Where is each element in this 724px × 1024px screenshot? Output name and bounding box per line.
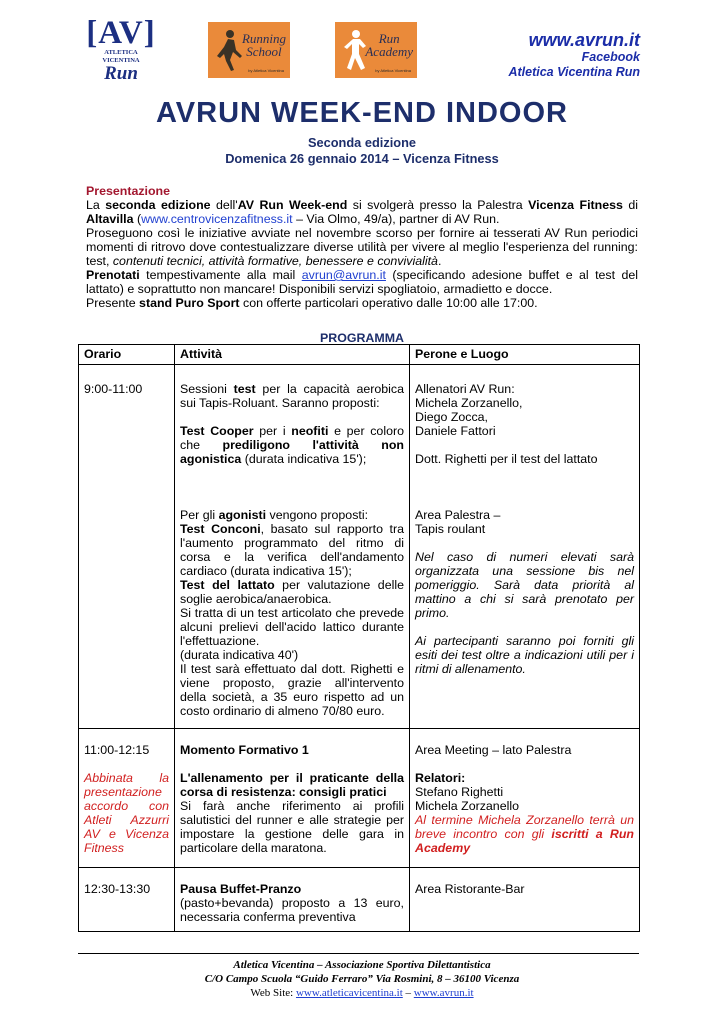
text: stand Puro Sport: [139, 296, 240, 310]
program-table: [78, 344, 640, 932]
presentation-section: [86, 184, 638, 310]
edition: Seconda edizione: [307, 135, 417, 150]
activity-line: [180, 424, 404, 466]
text: per valutazione delle soglie aerobica/anaerobica.: [180, 578, 404, 606]
facebook-link[interactable]: Facebook: [581, 50, 640, 64]
activity-line: [180, 382, 404, 410]
text: Test Cooper: [180, 424, 254, 438]
time: 9:00-11:00: [84, 382, 143, 396]
footer-line-1: Atletica Vicentina – Associazione Sportiva Dilettantistica: [233, 959, 491, 971]
logo-av-sub1: ATLETICA: [104, 49, 138, 56]
time-cell: [79, 729, 175, 868]
text: test: [233, 382, 256, 396]
header-activity: Attività: [175, 345, 410, 365]
running-school-text: [242, 32, 286, 58]
run-academy-word1: Run: [378, 31, 400, 46]
email-link[interactable]: avrun@avrun.it: [301, 268, 386, 282]
text: Presente: [86, 296, 140, 310]
text: per i: [253, 424, 292, 438]
table-row: [79, 868, 640, 932]
text: Sessioni: [180, 382, 234, 396]
footer-divider: [78, 953, 639, 954]
text: Prenotati: [86, 268, 140, 282]
activity-line: Momento Formativo 1: [180, 743, 309, 757]
text: Test Conconi: [180, 522, 261, 536]
text: iscritti a Run Academy: [415, 827, 634, 855]
text: – Via Olmo, 49/a), partner di AV Run.: [292, 212, 500, 226]
text: Altavilla: [86, 212, 134, 226]
activity-line: [180, 578, 404, 606]
table-header-row: [79, 345, 640, 365]
text: –: [402, 987, 414, 999]
text: Test del lattato: [180, 578, 275, 592]
activity-line: (pasto+bevanda) proposto a 13 euro, necessaria conferma preventiva: [180, 896, 404, 924]
run-academy-text: [365, 32, 413, 58]
presentation-heading: Presentazione: [86, 184, 171, 198]
logo-av-run: Run: [104, 63, 138, 84]
people-line: Michela Zorzanello: [415, 799, 519, 813]
subtitle: [0, 135, 724, 167]
text: e per coloro che: [180, 424, 404, 452]
text: (specificando adesione buffet e al test del lattato) e soprattutto non mancare! Disponibili servizi spogliatoio, armadietto e docce.: [86, 268, 638, 296]
running-school-word1: Running: [241, 31, 286, 46]
text: per la capacità aerobica sui Tapis-Roluant. Saranno proposti:: [180, 382, 404, 410]
people-cell: [410, 729, 640, 868]
people-line: Dott. Righetti per il test del lattato: [415, 452, 598, 466]
people-line: Daniele Fattori: [415, 424, 496, 438]
time: 12:30-13:30: [84, 882, 151, 896]
text: (durata indicativa 15');: [241, 452, 367, 466]
time-note: Abbinata la presentazione accordo con Atleti Azzurri AV e Vicenza Fitness: [84, 771, 169, 855]
text: prediligono l'attività non agonistica: [180, 438, 405, 466]
people-line: Area Ristorante-Bar: [415, 882, 525, 896]
running-school-word2: School: [246, 44, 282, 59]
event-date: Domenica 26 gennaio 2014 – Vicenza Fitness: [225, 151, 499, 166]
activity-cell: [175, 365, 410, 729]
page-title: AVRUN WEEK-END INDOOR: [156, 97, 568, 129]
activity-line: Si farà anche riferimento ai profili salutistici del runner e alle strategie per impostare la gestione delle gara in particolare della maratona.: [180, 799, 404, 855]
header-contacts: [508, 30, 640, 80]
people-line: Relatori:: [415, 771, 466, 785]
text: (: [133, 212, 142, 226]
run-academy-logo: [335, 22, 417, 78]
text: Vicenza Fitness: [528, 198, 623, 212]
intro-paragraph-3: [86, 268, 638, 296]
running-school-tiny: by Atletica Vicentina: [248, 68, 284, 73]
text: La: [86, 198, 106, 212]
text: neofiti: [291, 424, 329, 438]
people-line: Diego Zocca,: [415, 410, 489, 424]
table-row: [79, 365, 640, 729]
time-cell: [79, 365, 175, 729]
activity-cell: [175, 729, 410, 868]
intro-paragraph-4: [86, 296, 638, 310]
time-cell: [79, 868, 175, 932]
activity-line: [180, 508, 404, 522]
header-people-place: Perone e Luogo: [410, 345, 640, 365]
text: dell': [210, 198, 238, 212]
people-cell: [410, 365, 640, 729]
footer-link-avrun[interactable]: www.avrun.it: [413, 987, 474, 999]
table-row: [79, 729, 640, 868]
people-line: Area Palestra –: [415, 508, 501, 522]
fitness-site-link[interactable]: www.centrovicenzafitness.it: [141, 212, 293, 226]
activity-line: Il test sarà effettuato dal dott. Righetti e viene proposto, grazie all'intervento della società, a 35 euro rispetto ad un costo ordinario di almeno 70/80 euro.: [180, 662, 404, 718]
club-name: Atletica Vicentina Run: [508, 65, 640, 79]
text: seconda edizione: [105, 198, 211, 212]
footer-link-club[interactable]: www.atleticavicentina.it: [295, 987, 403, 999]
text: AV Run Week-end: [237, 198, 348, 212]
activity-line: L'allenamento per il praticante della corsa di resistenza: consigli pratici: [180, 771, 404, 799]
people-line: Tapis roulant: [415, 522, 486, 536]
footer-line-3: [0, 986, 724, 1000]
activity-line: Si tratta di un test articolato che prevede alcuni prelievi dell'acido lattico durante l'effettuazione.: [180, 606, 404, 648]
text: Proseguono così le iniziative avviate nel novembre scorso per fornire ai tesserati AV Run periodici momenti di ritrovo dove contestualizzare diverse utilità per vivere al meglio l'esperienza del running: test,: [86, 226, 638, 268]
people-note: Nel caso di numeri elevati sarà organizzata una sessione bis nel pomeriggio. Sarà data priorità al mattino a chi si sarà prenotato per primo.: [415, 550, 634, 620]
runner-icon: [214, 28, 244, 72]
people-note: Ai partecipanti saranno poi forniti gli esiti dei test oltre a indicazioni utili per i ritmi di allenamento.: [415, 634, 634, 676]
intro-paragraph-1: [86, 198, 638, 226]
text: agonisti: [218, 508, 267, 522]
text: , basato sul rapporto tra l'aumento programmato del ritmo di corsa e la verifica dell'andamento cardiaco (durata indicativa 15');: [180, 522, 404, 578]
program-title: PROGRAMMA: [320, 331, 404, 345]
activity-cell: [175, 868, 410, 932]
activity-line: [180, 522, 404, 578]
running-school-logo: [208, 22, 290, 78]
run-academy-tiny: by Atletica Vicentina: [375, 68, 411, 73]
run-academy-word2: Academy: [365, 44, 413, 59]
activity-line: (durata indicativa 40'): [180, 648, 299, 662]
intro-paragraph-2: [86, 226, 638, 268]
av-run-logo: [82, 15, 160, 84]
text: di: [622, 198, 638, 212]
footer-line-2: C/O Campo Scuola “Guido Ferraro” Via Rosmini, 8 – 36100 Vicenza: [204, 973, 520, 985]
text: Per gli: [180, 508, 219, 522]
text: con offerte particolari operativo dalle 10:00 alle 17:00.: [239, 296, 538, 310]
activity-line: Pausa Buffet-Pranzo: [180, 882, 302, 896]
logo-av-text: [AV]: [86, 15, 156, 51]
people-cell: [410, 868, 640, 932]
text: Al termine Michela Zorzanello terrà un breve incontro con gli: [415, 813, 634, 841]
people-line: Allenatori AV Run:: [415, 382, 515, 396]
text: tempestivamente alla mail: [139, 268, 302, 282]
text: .: [437, 254, 442, 268]
people-note: [415, 813, 634, 855]
header-time: Orario: [79, 345, 175, 365]
people-line: Michela Zorzanello,: [415, 396, 523, 410]
time: 11:00-12:15: [84, 743, 150, 757]
footer: [0, 958, 724, 1000]
text: Web Site:: [250, 987, 296, 999]
people-line: Stefano Righetti: [415, 785, 504, 799]
site-link[interactable]: www.avrun.it: [528, 30, 640, 50]
text: contenuti tecnici, attività formative, benessere e convivialità: [112, 254, 438, 268]
text: vengono proposti:: [266, 508, 369, 522]
people-line: Area Meeting – lato Palestra: [415, 743, 572, 757]
text: si svolgerà presso la Palestra: [347, 198, 529, 212]
logo-av-sub2: VICENTINA: [102, 57, 140, 64]
